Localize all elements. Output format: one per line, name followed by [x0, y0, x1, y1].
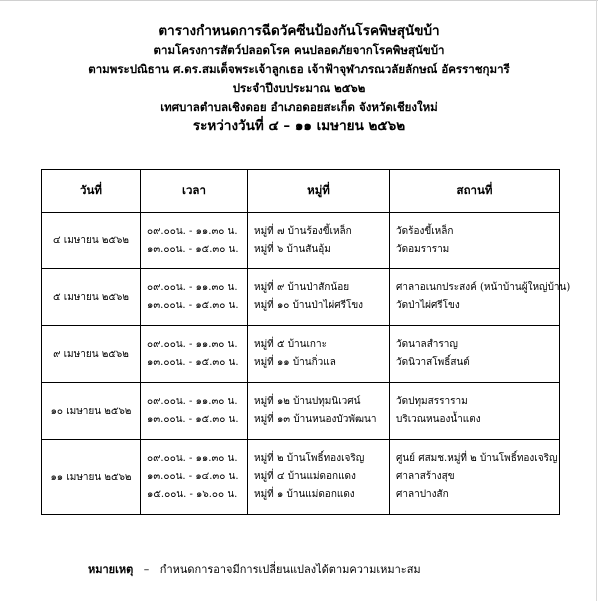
table-row — [42, 326, 560, 383]
village-entry: หมู่ที่ ๗ บ้านร้องขี้เหล็ก — [254, 225, 352, 237]
table-row — [42, 213, 560, 269]
date-cell: ๑๐ เมษายน ๒๕๖๒ — [42, 383, 141, 440]
time-slot: ๐๙.๐๐น. - ๑๑.๓๐ น. — [147, 396, 238, 407]
schedule-table — [41, 169, 571, 515]
village-entry: หมู่ที่ ๙ บ้านป่าสักน้อย — [254, 282, 350, 293]
village-cell — [248, 213, 390, 269]
date-cell: ๑๑ เมษายน ๒๕๖๒ — [42, 440, 141, 515]
column-header-time: เวลา — [141, 170, 248, 213]
place-entry: วัดนาลสำราญ — [396, 339, 458, 350]
place-entry: วัดนิวาสโพธิ์สนต์ — [396, 357, 470, 368]
place-entry: วัดร้องขี้เหล็ก — [396, 225, 454, 237]
place-entry: บริเวณหนองน้ำแตง — [396, 414, 481, 425]
date-cell: ๕ เมษายน ๒๕๖๒ — [42, 269, 141, 326]
place-entry: ศาลาสร้างสุข — [396, 471, 455, 482]
village-entry: หมู่ที่ ๑ บ้านแม่ดอกแดง — [254, 489, 355, 500]
date-range: ระหว่างวันที่ ๔ – ๑๑ เมษายน ๒๕๖๒ — [192, 118, 406, 134]
place-entry: วัดปทุมสรราราม — [396, 396, 468, 407]
footnote-label: หมายเหตุ — [88, 563, 134, 576]
place-cell — [390, 440, 560, 515]
place-entry: ศาลาอเนกประสงค์ (หน้าบ้านผู้ใหญ่บ้าน) — [396, 282, 571, 293]
time-cell — [141, 383, 248, 440]
village-cell — [248, 326, 390, 383]
table-row — [42, 440, 560, 515]
village-entry: หมู่ที่ ๕ บ้านเกาะ — [254, 339, 327, 350]
footnote-dash: – — [143, 563, 150, 576]
time-slot: ๐๙.๐๐น. - ๑๑.๓๐ น. — [147, 339, 238, 350]
village-entry: หมู่ที่ ๑๒ บ้านปทุมนิเวศน์ — [254, 396, 361, 407]
village-cell — [248, 269, 390, 326]
time-slot: ๑๕.๐๐น. - ๑๖.๐๐ น. — [147, 489, 238, 500]
time-slot: ๑๓.๐๐น. - ๑๕.๓๐ น. — [147, 357, 239, 368]
village-cell — [248, 383, 390, 440]
document-header — [0, 22, 598, 136]
time-slot: ๑๓.๐๐น. - ๑๕.๓๐ น. — [147, 414, 239, 425]
village-entry: หมู่ที่ ๔ บ้านแม่ดอกแดง — [254, 471, 356, 482]
date-cell: ๔ เมษายน ๒๕๖๒ — [42, 213, 141, 269]
time-slot: ๑๓.๐๐น. - ๑๕.๓๐ น. — [147, 300, 239, 311]
place-cell — [390, 213, 560, 269]
time-cell — [141, 269, 248, 326]
place-entry: วัดอมราราม — [396, 243, 450, 255]
date-cell: ๙ เมษายน ๒๕๖๒ — [42, 326, 141, 383]
time-slot: ๐๙.๐๐น. - ๑๑.๓๐ น. — [147, 282, 238, 293]
time-slot: ๐๙.๐๐น. - ๑๑.๓๐ น. — [147, 453, 238, 464]
village-entry: หมู่ที่ ๑๓ บ้านหนองบัวพัฒนา — [254, 414, 377, 425]
place-cell — [390, 269, 571, 326]
subtitle-fiscal-year: ประจำปีงบประมาณ ๒๕๖๒ — [232, 81, 366, 95]
table-row — [42, 269, 560, 326]
footnote — [88, 560, 421, 578]
top-border — [0, 0, 598, 1]
time-cell — [141, 213, 248, 269]
time-cell — [141, 440, 248, 515]
village-entry: หมู่ที่ ๒ บ้านโพธิ์ทองเจริญ — [254, 453, 365, 464]
column-header-village: หมู่ที่ — [248, 170, 390, 213]
subtitle-initiative: ตามพระปณิธาน ศ.ดร.สมเด็จพระเจ้าลูกเธอ เจ้าฟ้าจุฬาภรณวลัยลักษณ์ อัครราชกุมารี — [88, 62, 510, 76]
time-cell — [141, 326, 248, 383]
table-header-row — [42, 170, 560, 213]
place-cell — [390, 383, 560, 440]
place-cell — [390, 326, 560, 383]
village-entry: หมู่ที่ ๑๑ บ้านกิ่วแล — [254, 357, 336, 368]
subtitle-project: ตามโครงการสัตว์ปลอดโรค คนปลอดภัยจากโรคพิษสุนัขบ้า — [153, 43, 445, 57]
time-slot: ๑๓.๐๐น. - ๑๔.๓๐ น. — [147, 471, 239, 482]
place-entry: วัดป่าไผ่ศรีโขง — [396, 300, 460, 311]
time-slot: ๐๙.๐๐น. - ๑๑.๓๐ น. — [147, 225, 238, 237]
place-entry: ศูนย์ ศสมช.หมู่ที่ ๒ บ้านโพธิ์ทองเจริญ — [396, 453, 558, 464]
village-cell — [248, 440, 390, 515]
title: ตารางกำหนดการฉีดวัคซีนป้องกันโรคพิษสุนัขบ้า — [158, 23, 440, 39]
column-header-place: สถานที่ — [390, 170, 560, 213]
village-entry: หมู่ที่ ๖ บ้านสันอุ้ม — [254, 243, 331, 255]
place-entry: ศาลาปางสัก — [396, 489, 449, 500]
column-header-date: วันที่ — [42, 170, 141, 213]
table-row — [42, 383, 560, 440]
footnote-text: กำหนดการอาจมีการเปลี่ยนแปลงได้ตามความเหมาะสม — [159, 563, 421, 576]
village-entry: หมู่ที่ ๑๐ บ้านป่าไผ่ศรีโขง — [254, 300, 364, 311]
time-slot: ๑๓.๐๐น. - ๑๕.๓๐ น. — [147, 243, 239, 255]
subtitle-municipality: เทศบาลตำบลเชิงดอย อำเภอดอยสะเก็ด จังหวัดเชียงใหม่ — [160, 100, 438, 114]
